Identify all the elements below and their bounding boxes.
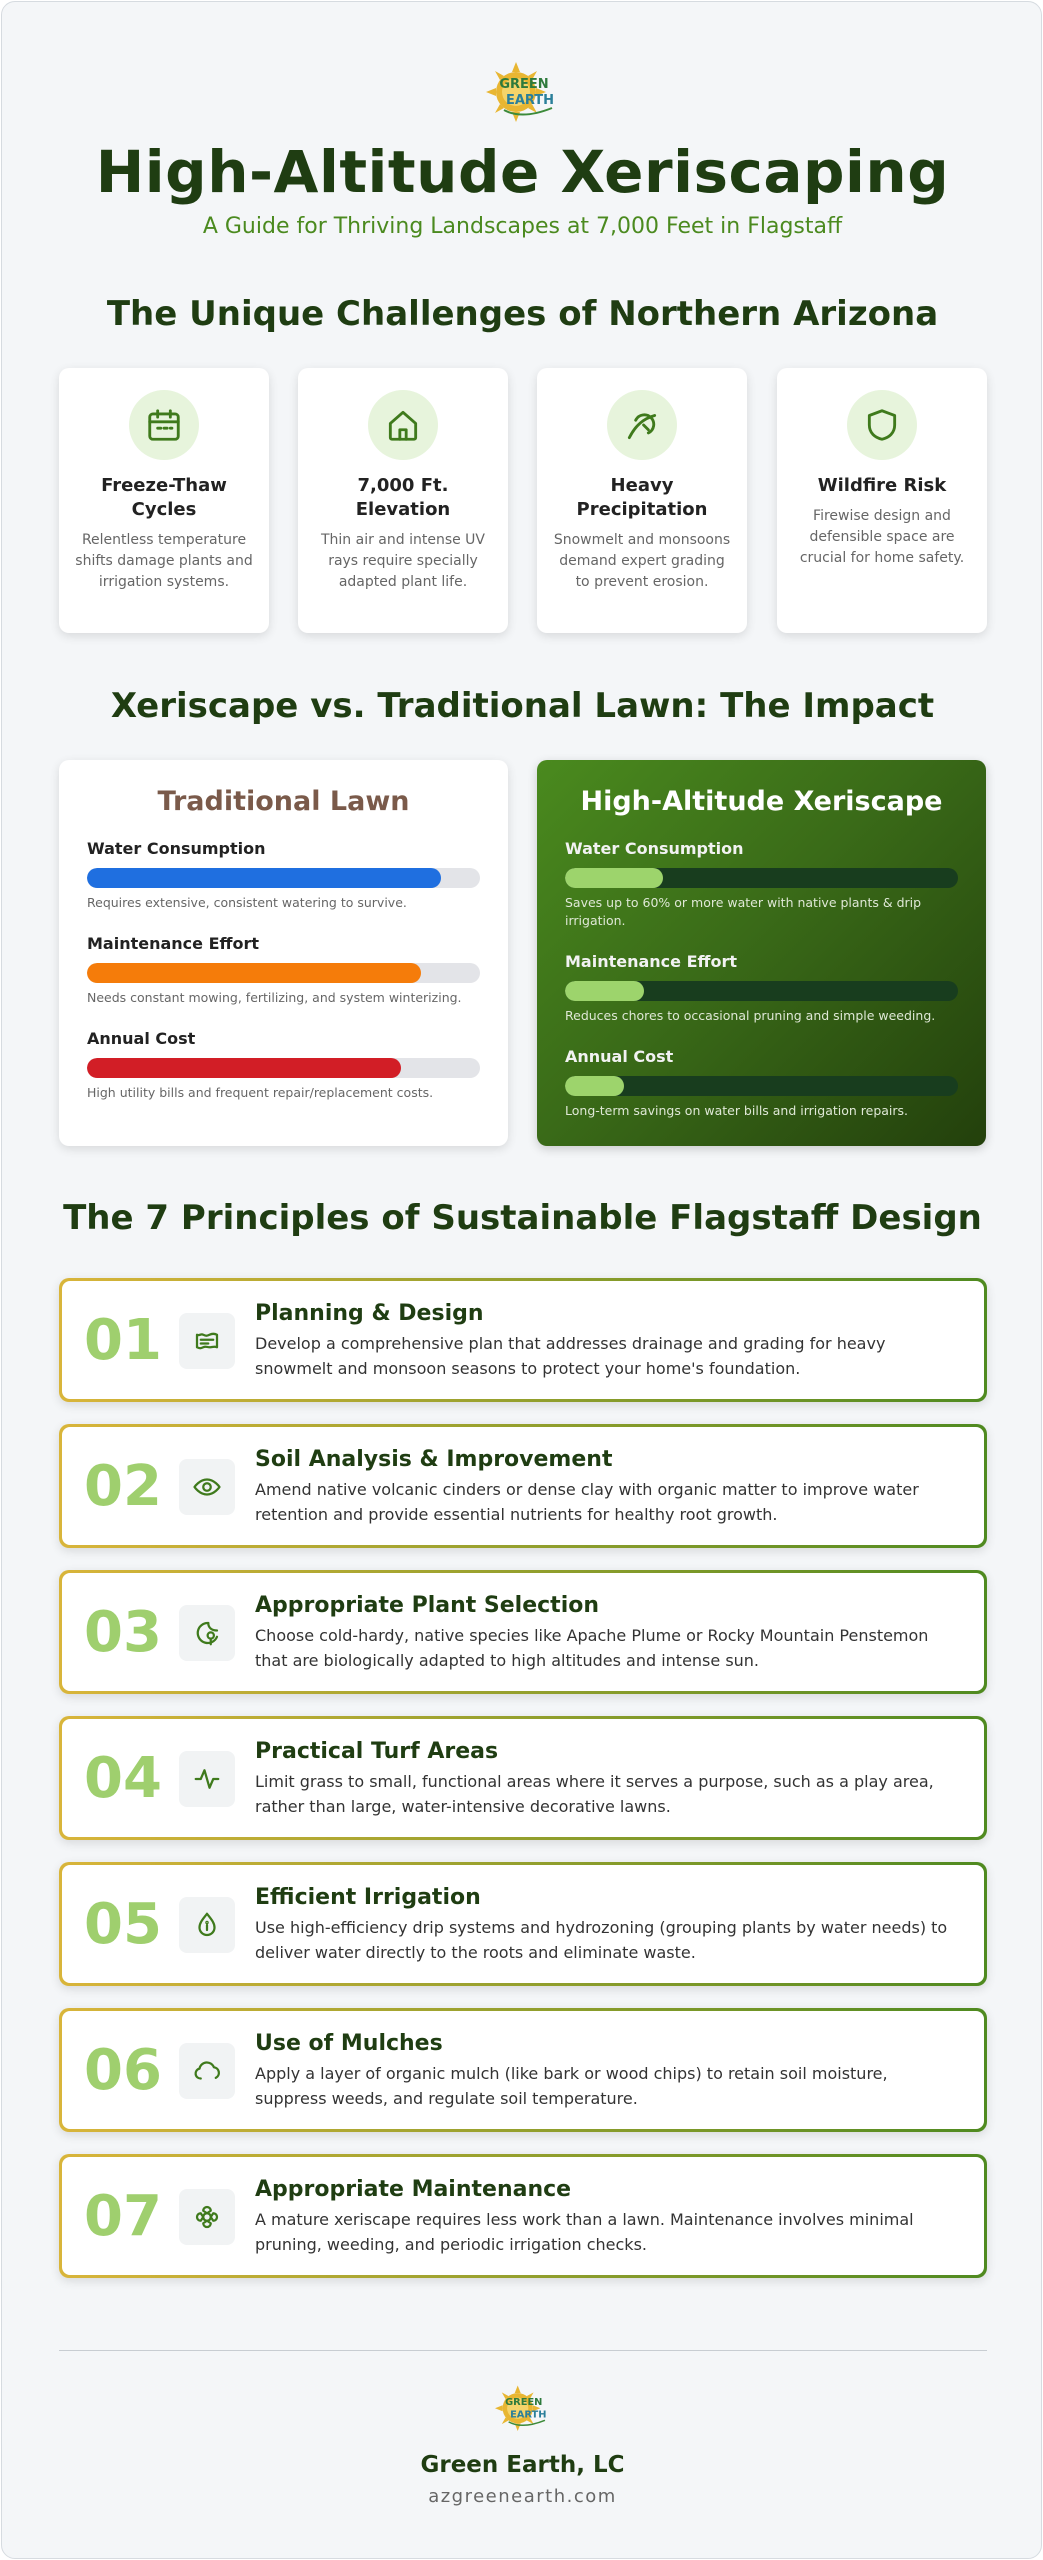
principle-card <box>59 1278 987 1402</box>
principle-title: Planning & Design <box>255 1301 484 1326</box>
challenge-title: Wildfire Risk <box>817 475 947 496</box>
map-icon <box>179 1313 235 1369</box>
page-subtitle: A Guide for Thriving Landscapes at 7,000 Feet in Flagstaff <box>202 214 843 239</box>
metric-bar-fill <box>87 868 441 888</box>
activity-icon <box>179 1751 235 1807</box>
metric-label: Maintenance Effort <box>87 934 259 953</box>
metric-bar-fill <box>87 963 421 983</box>
lawn-metric <box>87 934 480 1007</box>
cloud-icon <box>179 2043 235 2099</box>
challenge-card <box>59 368 269 633</box>
principle-card <box>59 2008 987 2132</box>
lawn-metric <box>87 839 480 912</box>
principle-title: Use of Mulches <box>255 2031 443 2056</box>
xeriscape-card <box>537 760 986 1146</box>
principle-title: Practical Turf Areas <box>255 1739 499 1764</box>
metric-label: Water Consumption <box>565 839 744 858</box>
challenges-heading: The Unique Challenges of Northern Arizona <box>106 294 939 334</box>
principle-title: Appropriate Plant Selection <box>255 1593 600 1618</box>
eye-icon <box>179 1459 235 1515</box>
challenge-desc: Relentless temperature shifts damage plants and irrigation systems. <box>75 532 253 590</box>
metric-bar-fill <box>87 1058 401 1078</box>
principles-heading: The 7 Principles of Sustainable Flagstaff Design <box>63 1198 982 1238</box>
challenge-card <box>777 368 987 633</box>
principle-number: 01 <box>84 1308 162 1373</box>
shield-icon <box>847 390 917 460</box>
footer-company-name: Green Earth, LC <box>420 2452 625 2478</box>
metric-bar <box>565 868 958 888</box>
principle-number: 03 <box>84 1600 162 1665</box>
metric-bar <box>87 868 480 888</box>
principle-number: 05 <box>84 1892 162 1957</box>
green-earth-logo <box>486 58 560 128</box>
svg-text:EARTH: EARTH <box>505 93 555 108</box>
principle-card <box>59 1570 987 1694</box>
principle-title: Appropriate Maintenance <box>255 2177 572 2202</box>
principle-desc: Apply a layer of organic mulch (like bark or wood chips) to retain soil moisture, suppress weeds, and regulate soil temperature. <box>255 2064 888 2108</box>
challenge-desc: Thin air and intense UV rays require specially adapted plant life. <box>320 532 486 590</box>
svg-text:GREEN: GREEN <box>499 77 549 92</box>
principle-desc: Amend native volcanic cinders or dense clay with organic matter to improve water retention and provide essential nutrients for healthy root growth. <box>255 1480 919 1524</box>
metric-bar <box>565 1076 958 1096</box>
metric-note: Needs constant mowing, fertilizing, and system winterizing. <box>87 990 462 1005</box>
metric-bar-fill <box>565 1076 624 1096</box>
xeriscape-metric <box>565 1047 958 1120</box>
principle-desc: A mature xeriscape requires less work than a lawn. Maintenance involves minimal pruning, weeding, and periodic irrigation checks. <box>255 2210 914 2254</box>
home-icon <box>368 390 438 460</box>
metric-note: Saves up to 60% or more water with native plants & drip irrigation. <box>565 895 922 928</box>
lawn-metric <box>87 1029 480 1102</box>
principle-card <box>59 2154 987 2278</box>
principle-number: 02 <box>84 1454 162 1519</box>
principle-title: Efficient Irrigation <box>255 1885 481 1910</box>
metric-bar <box>87 1058 480 1078</box>
xeriscape-metric <box>565 839 958 930</box>
calendar-icon <box>129 390 199 460</box>
svg-text:GREEN: GREEN <box>505 2397 543 2409</box>
metric-bar <box>565 981 958 1001</box>
principle-number: 06 <box>84 2038 162 2103</box>
traditional-lawn-card <box>59 760 508 1146</box>
xeriscape-title: High-Altitude Xeriscape <box>580 786 943 817</box>
metric-label: Annual Cost <box>87 1029 196 1048</box>
challenge-title: 7,000 Ft. Elevation <box>355 475 451 520</box>
challenge-card <box>298 368 508 633</box>
principle-desc: Use high-efficiency drip systems and hydrozoning (grouping plants by water needs) to deliver water directly to the roots and eliminate waste. <box>255 1918 948 1962</box>
flower-icon <box>179 2189 235 2245</box>
metric-note: High utility bills and frequent repair/replacement costs. <box>87 1085 434 1100</box>
challenge-card <box>537 368 747 633</box>
xeriscape-metric <box>565 952 958 1025</box>
metric-bar <box>87 963 480 983</box>
principle-desc: Develop a comprehensive plan that addresses drainage and grading for heavy snowmelt and monsoon seasons to protect your home's foundation. <box>255 1334 886 1378</box>
principle-title: Soil Analysis & Improvement <box>255 1447 613 1472</box>
principle-card <box>59 1424 987 1548</box>
metric-bar-fill <box>565 981 644 1001</box>
infographic-page <box>1 1 1042 2559</box>
challenge-desc: Snowmelt and monsoons demand expert grading to prevent erosion. <box>553 532 731 590</box>
principle-card <box>59 1862 987 1986</box>
lawn-title: Traditional Lawn <box>157 786 410 817</box>
droplet-icon <box>179 1897 235 1953</box>
challenge-title: Freeze-Thaw Cycles <box>101 475 227 520</box>
comparison-heading: Xeriscape vs. Traditional Lawn: The Impact <box>110 686 935 726</box>
page-title: High-Altitude Xeriscaping <box>95 138 950 206</box>
principle-number: 04 <box>84 1746 162 1811</box>
principle-desc: Choose cold-hardy, native species like Apache Plume or Rocky Mountain Penstemon that are biologically adapted to high altitudes and intense sun. <box>255 1626 929 1670</box>
footer-divider <box>59 2350 987 2351</box>
metric-note: Long-term savings on water bills and irrigation repairs. <box>565 1103 909 1118</box>
svg-text:EARTH: EARTH <box>510 2409 547 2421</box>
challenge-title: Heavy Precipitation <box>576 475 708 520</box>
metric-label: Water Consumption <box>87 839 266 858</box>
metric-note: Requires extensive, consistent watering to survive. <box>87 895 407 910</box>
metric-bar-fill <box>565 868 663 888</box>
leaf-icon <box>607 390 677 460</box>
metric-label: Maintenance Effort <box>565 952 737 971</box>
principle-number: 07 <box>84 2184 162 2249</box>
plant-icon <box>179 1605 235 1661</box>
footer-logo <box>495 2382 551 2436</box>
metric-note: Reduces chores to occasional pruning and simple weeding. <box>565 1008 936 1023</box>
principle-desc: Limit grass to small, functional areas where it serves a purpose, such as a play area, rather than large, water-intensive decorative lawns. <box>255 1772 934 1816</box>
principle-card <box>59 1716 987 1840</box>
footer-website: azgreenearth.com <box>428 2486 617 2507</box>
challenge-desc: Firewise design and defensible space are crucial for home safety. <box>799 508 965 566</box>
metric-label: Annual Cost <box>565 1047 674 1066</box>
